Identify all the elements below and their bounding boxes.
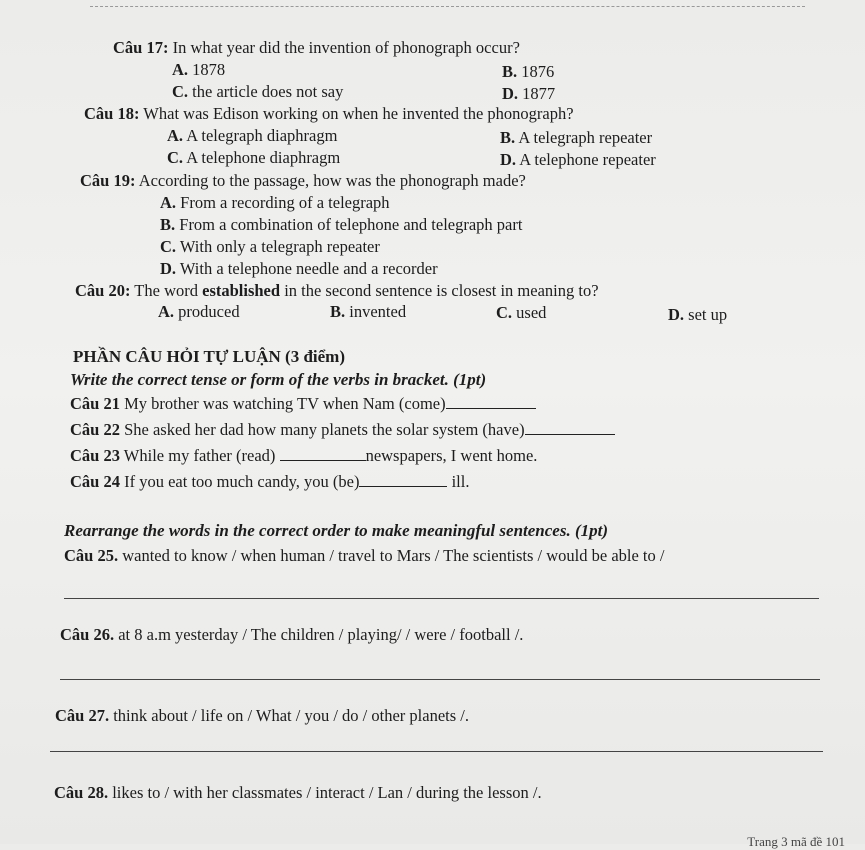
question-26: Câu 26. at 8 a.m yesterday / The children / playing/ / were / football /. — [60, 625, 524, 644]
answer-line-25[interactable] — [64, 598, 819, 599]
q19-option-c: C. With only a telegraph repeater — [160, 237, 380, 256]
answer-line-26[interactable] — [60, 679, 820, 680]
q18-option-c: C. A telephone diaphragm — [167, 148, 341, 167]
page-footer: Trang 3 mã đề 101 — [747, 834, 845, 849]
answer-blank[interactable] — [359, 472, 447, 487]
instruction-rearrange: Rearrange the words in the correct order to make meaningful sentences. (1pt) — [64, 521, 608, 540]
question-17: Câu 17: In what year did the invention of phonograph occur? — [113, 38, 520, 57]
question-23: Câu 23 While my father (read) newspapers, I went home. — [70, 446, 538, 465]
question-21: Câu 21 My brother was watching TV when Nam (come) — [70, 394, 536, 414]
question-28: Câu 28. likes to / with her classmates / interact / Lan / during the lesson /. — [54, 783, 542, 802]
q18-option-d: D. A telephone repeater — [500, 150, 656, 169]
question-24: Câu 24 If you eat too much candy, you (be) ill. — [70, 472, 470, 491]
q18-option-a: A. A telegraph diaphragm — [167, 126, 338, 145]
q19-option-b: B. From a combination of telephone and telegraph part — [160, 215, 523, 234]
answer-blank[interactable] — [446, 394, 536, 409]
q17-option-d: D. 1877 — [502, 84, 556, 103]
q20-option-b: B. invented — [330, 302, 407, 321]
question-20: Câu 20: The word established in the second sentence is closest in meaning to? — [75, 281, 599, 300]
question-25: Câu 25. wanted to know / when human / travel to Mars / The scientists / would be able to / — [64, 546, 665, 565]
question-18: Câu 18: What was Edison working on when he invented the phonograph? — [84, 104, 574, 123]
question-27: Câu 27. think about / life on / What / you / do / other planets /. — [55, 706, 469, 725]
q17-option-b: B. 1876 — [502, 62, 555, 81]
q18-option-b: B. A telegraph repeater — [500, 128, 653, 147]
q19-option-a: A. From a recording of a telegraph — [160, 193, 390, 212]
q20-option-d: D. set up — [668, 305, 728, 324]
question-22: Câu 22 She asked her dad how many planets the solar system (have) — [70, 420, 615, 440]
q19-option-d: D. With a telephone needle and a recorder — [160, 259, 438, 278]
q20-option-a: A. produced — [158, 302, 240, 321]
answer-blank[interactable] — [280, 446, 366, 461]
instruction-verbs: Write the correct tense or form of the verbs in bracket. (1pt) — [70, 370, 487, 389]
question-19: Câu 19: According to the passage, how was the phonograph made? — [80, 171, 526, 190]
answer-line-27[interactable] — [50, 751, 823, 752]
answer-blank[interactable] — [525, 420, 615, 435]
q17-option-a: A. 1878 — [172, 60, 226, 79]
q20-option-c: C. used — [496, 303, 547, 322]
q17-option-c: C. the article does not say — [172, 82, 344, 101]
top-divider — [90, 6, 805, 8]
section-title: PHẦN CÂU HỎI TỰ LUẬN (3 điểm) — [73, 347, 345, 366]
